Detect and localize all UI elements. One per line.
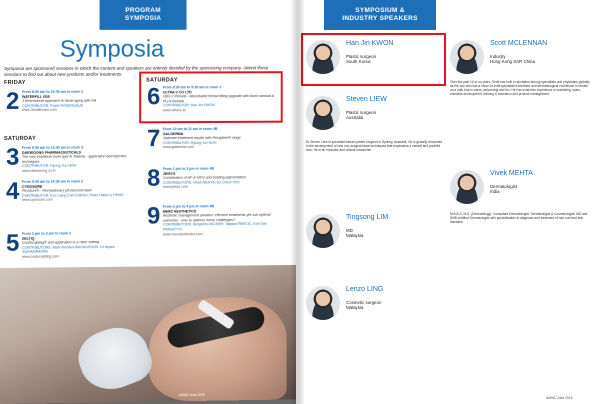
session-time: From 9:30 am to 10:30 am in room 2	[21, 179, 84, 184]
page-title: Symposia	[59, 35, 165, 63]
session-3	[6, 145, 145, 176]
speaker-role: Plastic surgeon Australia	[346, 110, 377, 121]
session-subtitle: Aesthetic management paradox: effective treatments yet sub-optimal outcomes - how to address these challenges?	[162, 212, 271, 223]
session-title: CYNOSURE	[21, 184, 43, 189]
session-title: MERZ AESTHETICS	[162, 208, 197, 214]
session-subtitle: Ultra V threads - Absorbable thread lifting upgrade with blunt cannula & PLLA threads	[162, 94, 275, 104]
session-title: ZELTIQ	[21, 236, 35, 241]
session-number: 3	[5, 143, 20, 171]
session-url[interactable]: www.coolsculpting.com	[21, 254, 59, 259]
speaker-photo	[306, 214, 340, 248]
session-subtitle: 3 dimensional approach to facial aging with HA	[21, 98, 97, 104]
session-url[interactable]: www.merzaesthetics.com	[162, 231, 203, 237]
symposium-speakers-tab-label: SYMPOSIUM & INDUSTRY SPEAKERS	[342, 7, 418, 22]
session-number: 4	[5, 177, 20, 205]
speaker-name: Vivek MEHTA	[490, 170, 533, 177]
session-url[interactable]: www.ultravo.kr	[162, 108, 186, 113]
session-contributor: CONTRIBUTOR: Frank ROSENGAUS	[21, 103, 84, 108]
session-number: 2	[5, 87, 20, 115]
session-contributor: CONTRIBUTOR: Hyung Jun NOH	[21, 163, 77, 169]
speaker-steven-liew	[306, 96, 436, 136]
left-page	[0, 0, 296, 404]
session-time: From 2 pm to 3 pm in room 2	[21, 231, 72, 236]
session-subtitle: Combination of HF & HIFU and treating pigmentation	[162, 175, 246, 181]
speaker-name: Han Jin KWON	[346, 40, 394, 47]
intro-text: Symposia are sponsored sessions in which the content and speakers are entirely decided by the sponsoring company. Attend these sessions to find out about new products and/or treatments.	[3, 65, 269, 77]
session-4	[6, 179, 145, 210]
session-title: GALDERMA	[162, 131, 184, 136]
day-heading-saturday: SATURDAY	[3, 135, 36, 142]
session-url[interactable]: www.galderma.com	[162, 145, 194, 150]
session-title: JEISYS	[162, 171, 176, 176]
highlight-box-session-6	[139, 71, 283, 123]
session-url[interactable]: www.jeisys.com	[162, 185, 188, 190]
highlight-box-speaker	[301, 33, 446, 86]
speaker-photo	[306, 96, 340, 130]
speaker-role: Industry Hong Kong SAR China	[490, 54, 535, 65]
speaker-tingsong-lim	[306, 214, 436, 254]
speaker-scott-mclennan	[450, 40, 590, 80]
session-subtitle: PicoSure® - Revolutionary picosecond laser	[21, 188, 92, 194]
speaker-photo	[450, 40, 484, 74]
session-title: ULTRA V CO LTD	[162, 89, 192, 94]
bio-steven-liew	[306, 140, 442, 154]
speaker-photo	[450, 170, 484, 204]
bio-text: M.B.B.S, M.D. (Dermatology). Consultant Dermatologist, Dermatologist & Cosmetologist. MD and DNB certified Dermatologist with specialisation in diagnosis and treatment of hair, nail and skin diseases.	[450, 212, 588, 225]
speaker-role: Dermatologist India	[490, 184, 518, 195]
session-8	[147, 166, 285, 197]
bio-vivek-mehta	[450, 212, 592, 226]
session-number: 8	[147, 164, 161, 192]
speaker-name: Tingsong LIM	[346, 214, 389, 221]
session-contributor: CONTRIBUTOR: Han Jin KWON	[162, 103, 215, 108]
bio-text: Over the past 14 or so years, Scott has built a reputation among specialists and physicians globally as the one who has a vision to instil specialised aesthetic and dermatological excellence in results on a path that is warm, welcoming and fun. He has extensive experience in marketing, sales, business development, training & education and product management.	[450, 80, 590, 97]
speaker-photo	[306, 286, 340, 320]
right-page	[296, 0, 600, 404]
session-subtitle: The new botulinum toxin type A: Nabota - application and injection techniques	[21, 154, 127, 164]
session-time: From 9:30 am to 10:30 am in room 3	[21, 145, 84, 150]
session-contributor: CONTRIBUTORS: Benjamin ASCHER, Tatjana PAVICIC, Koh Dan PRASETYO	[162, 222, 267, 232]
session-time: From 10 am to 11 am in room 4B	[162, 126, 218, 132]
session-9	[147, 204, 285, 245]
speaker-vivek-mehta	[450, 170, 590, 210]
page-gutter	[290, 0, 304, 404]
session-subtitle: CoolSculpting® and application in a clinic setting	[21, 240, 99, 245]
session-contributor: CONTRIBUTOR: Koo Liang Carl CHENG, Peter Hsien-Li PENG	[21, 192, 124, 198]
session-contributor: CONTRIBUTORS: Vivek MEHTA, Un Cheol YEO	[162, 180, 240, 185]
session-contributor: CONTRIBUTORS: Mark Richard MAGNUSSON, Dr Aryani SUDHARMONO	[21, 244, 115, 255]
footer-right: AMWC Asia 2015	[546, 396, 573, 400]
speaker-role: Plastic surgeon South Korea	[346, 54, 377, 65]
bio-scott-mclennan	[450, 80, 592, 98]
session-title: DAEWOONG PHARMACEUTICALS	[21, 150, 81, 155]
session-7	[147, 127, 285, 158]
speaker-name: Scott MCLENNAN	[490, 40, 548, 47]
session-time: From 3 pm to 4 pm in room 4B	[162, 204, 214, 209]
session-time: From 8:30 am to 9:30 am in room 2	[162, 85, 222, 90]
session-title: WATERFILL ISIS	[21, 94, 50, 99]
session-number: 6	[147, 83, 161, 111]
session-url[interactable]: www.3healthcare.com	[21, 108, 57, 113]
session-subtitle: Optimize treatment results with Restylane® range	[162, 135, 241, 141]
bio-text: Dr Steven Liew is specialist trained plastic surgeon in Sydney, Australia. He is globally renowned in the development of new non-surgical facial techniques that emphasise a natural and youthful look. He is an educator and clinical researcher.	[306, 140, 443, 153]
speaker-role: Cosmetic surgeon Malaysia	[346, 300, 382, 311]
session-time: From 2 pm to 3 pm in room 4B	[162, 166, 214, 171]
program-symposia-tab	[100, 0, 187, 30]
session-url[interactable]: www.daewoong.co.kr	[21, 168, 56, 173]
speaker-role: MD Malaysia	[346, 228, 364, 239]
speaker-name: Lenzo LING	[346, 286, 384, 293]
speaker-lenzo-ling	[306, 286, 436, 326]
session-number: 7	[147, 125, 161, 153]
day-heading-friday: FRIDAY	[3, 79, 26, 86]
session-number: 9	[147, 202, 161, 230]
day-heading-saturday-2: SATURDAY	[146, 77, 178, 84]
footer-left: AMWC Asia 2015	[178, 392, 205, 398]
session-5	[6, 231, 145, 262]
session-url[interactable]: www.cynosure.com	[21, 197, 53, 203]
session-time: From 8:30 am to 10:30 am in room 2	[21, 89, 84, 94]
session-contributor: CONTRIBUTOR: Hyung Jun NOH	[162, 140, 217, 145]
symposium-speakers-tab	[324, 0, 436, 30]
session-2	[6, 89, 145, 115]
speaker-name: Steven LIEW	[346, 96, 387, 103]
program-symposia-tab-label: PROGRAM SYMPOSIA	[124, 6, 162, 22]
session-number: 5	[5, 229, 20, 257]
